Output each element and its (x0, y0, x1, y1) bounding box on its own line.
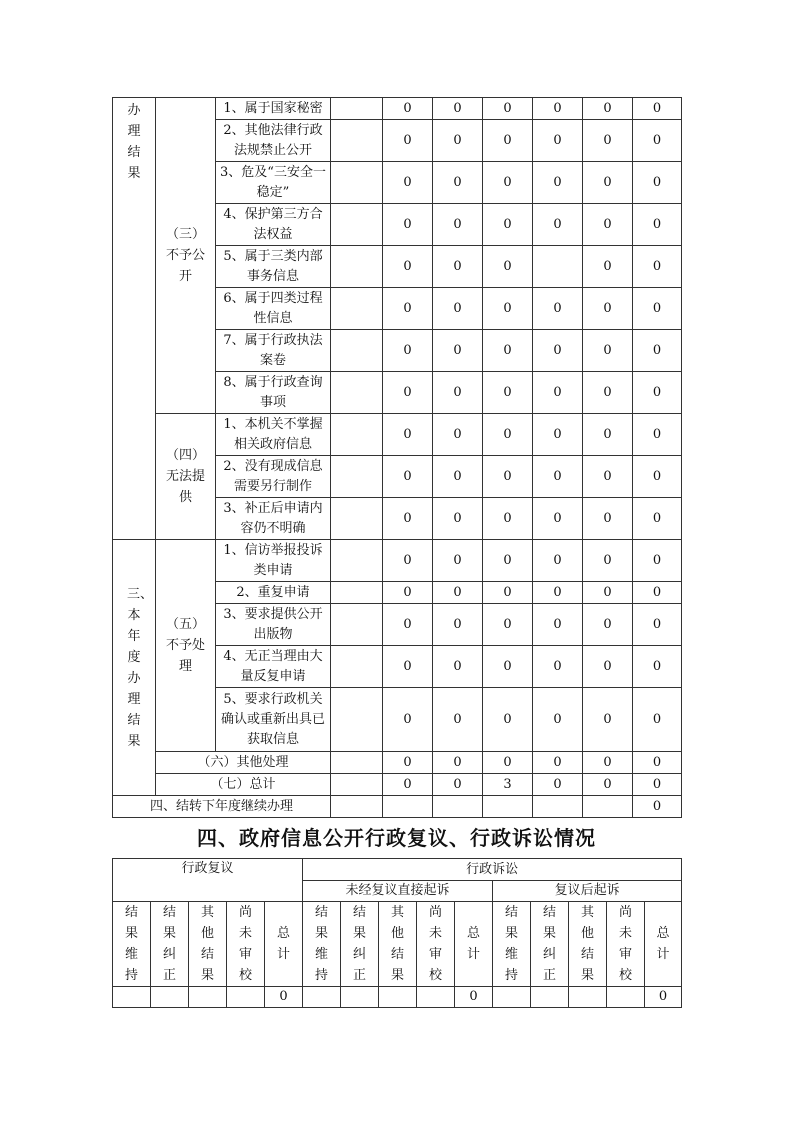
cell (533, 246, 583, 288)
section-title: 四、政府信息公开行政复议、行政诉讼情况 (197, 826, 596, 850)
cell: 0 (483, 120, 533, 162)
cell: 0 (533, 120, 583, 162)
cell (303, 987, 341, 1008)
cell: 0 (533, 288, 583, 330)
col-header: 结果纠正 (341, 902, 379, 987)
cell: 0 (533, 162, 583, 204)
cell: 0 (483, 414, 533, 456)
col-header: 尚未审校 (417, 902, 455, 987)
cell: 0 (533, 98, 583, 120)
cell: 0 (483, 372, 533, 414)
cell: 0 (433, 372, 483, 414)
cell: 0 (433, 204, 483, 246)
cell: 0 (533, 372, 583, 414)
cell: 0 (483, 688, 533, 752)
cell: 0 (633, 414, 682, 456)
cell: 0 (433, 98, 483, 120)
cell (583, 796, 633, 818)
cell: 0 (483, 498, 533, 540)
cell: 0 (383, 204, 433, 246)
cell: 0 (533, 774, 583, 796)
cell: 0 (583, 204, 633, 246)
cell: 0 (483, 162, 533, 204)
cell: 0 (533, 540, 583, 582)
cell (331, 372, 383, 414)
cell: 0 (483, 288, 533, 330)
cell (331, 330, 383, 372)
total-label: （七）总计 (156, 774, 331, 796)
col-header: 其他结果 (189, 902, 227, 987)
cell: 0 (633, 98, 682, 120)
cell (331, 98, 383, 120)
cell: 0 (433, 498, 483, 540)
cell: 0 (633, 582, 682, 604)
cell (331, 204, 383, 246)
cell (379, 987, 417, 1008)
cell: 0 (483, 540, 533, 582)
row-label: 3、危及“三安全一稳定” (216, 162, 331, 204)
cell: 0 (433, 120, 483, 162)
cell: 0 (633, 774, 682, 796)
cell: 0 (583, 372, 633, 414)
subgroup-label-4: （四）无法提供 (156, 414, 216, 540)
group-label-results: 三、本年度办理结果 (113, 540, 156, 796)
cell (531, 987, 569, 1008)
cell: 0 (583, 646, 633, 688)
cell: 0 (633, 372, 682, 414)
cell: 0 (633, 688, 682, 752)
cell: 0 (583, 120, 633, 162)
cell: 0 (633, 162, 682, 204)
cell: 0 (383, 98, 433, 120)
row-label: 6、属于四类过程性信息 (216, 288, 331, 330)
cell (383, 796, 433, 818)
row-label: 2、其他法律行政法规禁止公开 (216, 120, 331, 162)
application-results-table (112, 97, 682, 818)
cell (331, 288, 383, 330)
review-litigation-table (112, 858, 682, 1008)
cell (331, 414, 383, 456)
cell: 0 (483, 330, 533, 372)
col-header: 总计 (455, 902, 493, 987)
row-label: 8、属于行政查询事项 (216, 372, 331, 414)
row-label: 3、补正后申请内容仍不明确 (216, 498, 331, 540)
row-label: 7、属于行政执法案卷 (216, 330, 331, 372)
cell (607, 987, 645, 1008)
cell: 0 (583, 752, 633, 774)
cell: 0 (533, 204, 583, 246)
cell: 0 (633, 796, 682, 818)
cell: 0 (383, 498, 433, 540)
cell (533, 796, 583, 818)
row-label: 5、要求行政机关确认或重新出具已获取信息 (216, 688, 331, 752)
after-review-header: 复议后起诉 (493, 881, 682, 902)
cell: 0 (483, 98, 533, 120)
cell: 0 (583, 498, 633, 540)
cell: 0 (383, 120, 433, 162)
cell: 0 (433, 604, 483, 646)
other-processing-label: （六）其他处理 (156, 752, 331, 774)
cell: 0 (583, 456, 633, 498)
col-header: 结果纠正 (531, 902, 569, 987)
cell: 0 (633, 456, 682, 498)
cell (331, 540, 383, 582)
cell: 0 (633, 204, 682, 246)
cell (113, 987, 151, 1008)
cell: 0 (633, 646, 682, 688)
cell (331, 752, 383, 774)
group-label-results-cont: 办理结果 (113, 98, 156, 540)
col-header: 其他结果 (379, 902, 417, 987)
cell: 0 (383, 646, 433, 688)
cell: 0 (583, 246, 633, 288)
cell: 0 (633, 246, 682, 288)
cell (433, 796, 483, 818)
cell: 0 (483, 204, 533, 246)
cell (331, 688, 383, 752)
cell: 0 (533, 498, 583, 540)
cell: 0 (583, 688, 633, 752)
row-label: 3、要求提供公开出版物 (216, 604, 331, 646)
cell (493, 987, 531, 1008)
cell (331, 162, 383, 204)
cell: 0 (533, 604, 583, 646)
col-header: 总计 (265, 902, 303, 987)
cell: 0 (383, 456, 433, 498)
cell: 0 (433, 752, 483, 774)
cell (189, 987, 227, 1008)
cell: 0 (383, 688, 433, 752)
cell (331, 604, 383, 646)
cell: 0 (383, 540, 433, 582)
cell: 0 (633, 330, 682, 372)
cell: 0 (533, 646, 583, 688)
cell: 0 (633, 752, 682, 774)
cell: 0 (533, 456, 583, 498)
row-label: 4、无正当理由大量反复申请 (216, 646, 331, 688)
cell: 0 (383, 774, 433, 796)
cell: 3 (483, 774, 533, 796)
cell: 0 (533, 582, 583, 604)
cell: 0 (433, 646, 483, 688)
cell: 0 (533, 330, 583, 372)
col-header: 结果纠正 (151, 902, 189, 987)
cell (331, 646, 383, 688)
col-header: 结果维持 (493, 902, 531, 987)
cell: 0 (583, 162, 633, 204)
cell (331, 120, 383, 162)
cell: 0 (383, 372, 433, 414)
carry-over-label: 四、结转下年度继续办理 (113, 796, 331, 818)
cell: 0 (483, 456, 533, 498)
col-header: 其他结果 (569, 902, 607, 987)
subgroup-label-3: （三）不予公开 (156, 98, 216, 414)
col-header: 总计 (645, 902, 682, 987)
cell: 0 (483, 752, 533, 774)
row-label: 1、本机关不掌握相关政府信息 (216, 414, 331, 456)
cell: 0 (583, 540, 633, 582)
cell (331, 796, 383, 818)
cell: 0 (433, 688, 483, 752)
cell: 0 (433, 456, 483, 498)
cell: 0 (633, 288, 682, 330)
cell: 0 (533, 752, 583, 774)
cell: 0 (433, 582, 483, 604)
row-label: 2、没有现成信息需要另行制作 (216, 456, 331, 498)
cell: 0 (583, 582, 633, 604)
cell: 0 (383, 414, 433, 456)
cell: 0 (433, 162, 483, 204)
row-label: 1、属于国家秘密 (216, 98, 331, 120)
cell (227, 987, 265, 1008)
cell (483, 796, 533, 818)
cell: 0 (383, 246, 433, 288)
row-label: 4、保护第三方合法权益 (216, 204, 331, 246)
cell: 0 (383, 582, 433, 604)
cell: 0 (533, 688, 583, 752)
col-header: 结果维持 (113, 902, 151, 987)
row-label: 1、信访举报投诉类申请 (216, 540, 331, 582)
cell: 0 (583, 414, 633, 456)
cell: 0 (633, 120, 682, 162)
cell: 0 (265, 987, 303, 1008)
cell (331, 456, 383, 498)
cell: 0 (433, 414, 483, 456)
cell: 0 (645, 987, 682, 1008)
admin-litigation-header: 行政诉讼 (303, 859, 682, 881)
cell: 0 (483, 246, 533, 288)
cell: 0 (483, 582, 533, 604)
cell: 0 (483, 604, 533, 646)
direct-litigation-header: 未经复议直接起诉 (303, 881, 493, 902)
cell (331, 582, 383, 604)
subgroup-label-5: （五）不予处理 (156, 540, 216, 752)
cell: 0 (383, 330, 433, 372)
cell (331, 774, 383, 796)
cell: 0 (483, 646, 533, 688)
cell: 0 (383, 288, 433, 330)
cell (417, 987, 455, 1008)
cell: 0 (633, 498, 682, 540)
col-header: 尚未审校 (607, 902, 645, 987)
col-header: 结果维持 (303, 902, 341, 987)
cell (151, 987, 189, 1008)
cell: 0 (633, 604, 682, 646)
cell: 0 (533, 414, 583, 456)
cell: 0 (433, 540, 483, 582)
admin-review-header: 行政复议 (113, 859, 303, 902)
cell: 0 (433, 246, 483, 288)
cell: 0 (383, 752, 433, 774)
cell: 0 (583, 330, 633, 372)
cell: 0 (383, 604, 433, 646)
cell: 0 (633, 540, 682, 582)
cell (331, 498, 383, 540)
col-header: 尚未审校 (227, 902, 265, 987)
cell: 0 (383, 162, 433, 204)
cell: 0 (455, 987, 493, 1008)
cell (331, 246, 383, 288)
cell: 0 (583, 604, 633, 646)
row-label: 5、属于三类内部事务信息 (216, 246, 331, 288)
cell: 0 (433, 330, 483, 372)
cell: 0 (433, 774, 483, 796)
cell: 0 (433, 288, 483, 330)
row-label: 2、重复申请 (216, 582, 331, 604)
cell (569, 987, 607, 1008)
cell: 0 (583, 288, 633, 330)
cell (341, 987, 379, 1008)
cell: 0 (583, 98, 633, 120)
cell: 0 (583, 774, 633, 796)
